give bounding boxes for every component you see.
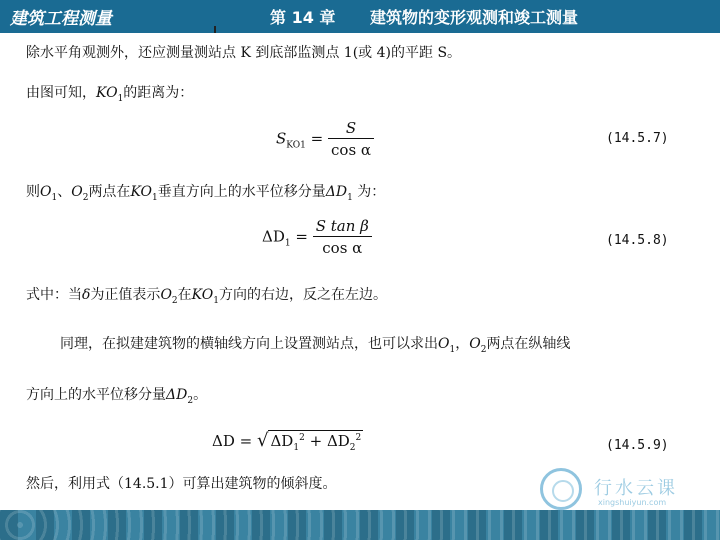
text: 的距离为：: [123, 85, 194, 101]
eq-number-2: (14.5.8): [606, 233, 669, 248]
equals-sign: =: [295, 227, 308, 246]
subscript: 2: [171, 295, 178, 306]
numerator: S tan β: [313, 216, 372, 237]
equals-sign: =: [310, 129, 324, 148]
term-1-sup: 2: [299, 433, 305, 443]
text: ，: [455, 336, 470, 352]
radicand: [268, 430, 363, 453]
sqrt-sign: √: [256, 430, 269, 451]
math-delta-d: ΔD: [325, 184, 348, 200]
text: 方向上的水平位移分量: [26, 387, 166, 403]
chapter-label: 第 14 章: [270, 8, 336, 27]
plus-sign: +: [309, 432, 323, 450]
math-o: O: [40, 184, 52, 200]
eq-lhs: ΔD =: [212, 432, 253, 450]
course-title: 建筑工程测量: [10, 9, 112, 29]
eq-number-1: (14.5.7): [606, 131, 669, 146]
footer-bar: [0, 510, 720, 540]
text: 。: [193, 387, 208, 403]
fraction: [328, 118, 374, 161]
text: 为正值表示: [90, 287, 161, 303]
text: 由图可知，: [26, 85, 96, 101]
watermark-logo: [540, 468, 700, 516]
term-1: ΔD: [270, 432, 294, 450]
math-o: O: [160, 287, 172, 303]
eq-lhs: S: [276, 129, 287, 148]
subscript: 2: [480, 344, 487, 355]
line-7-text: 然后，利用式（14.5.1）可算出建筑物的倾斜度。: [26, 476, 337, 492]
term-1-sub: 1: [293, 443, 300, 453]
line-4: [26, 284, 387, 306]
equation-14-5-9: [212, 430, 363, 453]
logo-swirl-icon: [540, 468, 582, 510]
subscript: 1: [347, 192, 353, 203]
math-o: O: [469, 336, 481, 352]
numerator: S: [328, 118, 374, 139]
term-2: ΔD: [326, 432, 350, 450]
line-1: [26, 42, 461, 62]
subscript: 1: [152, 192, 158, 203]
text: 则: [26, 184, 40, 200]
eq-lhs-sub: 1: [284, 238, 291, 249]
line-5: [60, 333, 570, 355]
text: 同理，在拟建建筑物的横轴线方向上设置测站点，也可以求出: [60, 336, 438, 352]
text: 式中：当: [26, 287, 82, 303]
term-2-sup: 2: [355, 433, 362, 443]
equation-14-5-8: [262, 216, 372, 259]
logo-name: 行水云课: [594, 478, 678, 499]
subscript: 1: [117, 93, 124, 104]
line-6: [26, 384, 207, 406]
subscript: 2: [82, 192, 89, 203]
denominator: cos α: [322, 239, 363, 257]
math-delta-d: ΔD: [166, 387, 188, 403]
logo-url: xingshuiyun.com: [598, 498, 667, 507]
eq-lhs-sub: KO1: [286, 140, 306, 151]
text: 方向的右边，反之在左边。: [218, 287, 387, 303]
equation-14-5-7: [276, 118, 374, 161]
text: 两点在: [88, 184, 131, 200]
line-1-text: 除水平角观测外，还应测量测站点 K 到底部监测点 1(或 4)的平距 S。: [26, 45, 462, 61]
denominator: cos α: [331, 141, 372, 159]
math-o: O: [438, 336, 450, 352]
term-2-sub: 2: [349, 443, 356, 453]
text: 垂直方向上的水平位移分量: [157, 184, 326, 200]
text: 、: [57, 184, 72, 200]
math-ko: KO: [96, 85, 118, 101]
line-2: [26, 82, 193, 104]
eq-number-3: (14.5.9): [606, 438, 669, 453]
header-bar: [0, 0, 720, 33]
footer-ornament: [0, 510, 720, 540]
subscript: 1: [449, 344, 456, 355]
eq-lhs: ΔD: [262, 227, 285, 246]
subscript: 1: [51, 192, 58, 203]
math-ko: KO: [130, 184, 152, 200]
text: 为：: [357, 184, 386, 200]
subscript: 2: [187, 395, 194, 406]
subscript: 1: [213, 295, 219, 306]
line-7: [26, 473, 337, 493]
line-3: [26, 181, 385, 203]
math-delta: δ: [82, 287, 91, 303]
text: 两点在纵轴线: [486, 336, 571, 352]
math-o: O: [71, 184, 83, 200]
math-ko: KO: [191, 287, 214, 303]
text: 在: [177, 287, 192, 303]
header-marker: [214, 26, 216, 33]
fraction: [313, 216, 372, 259]
chapter-topic: 建筑物的变形观测和竣工测量: [370, 8, 579, 27]
